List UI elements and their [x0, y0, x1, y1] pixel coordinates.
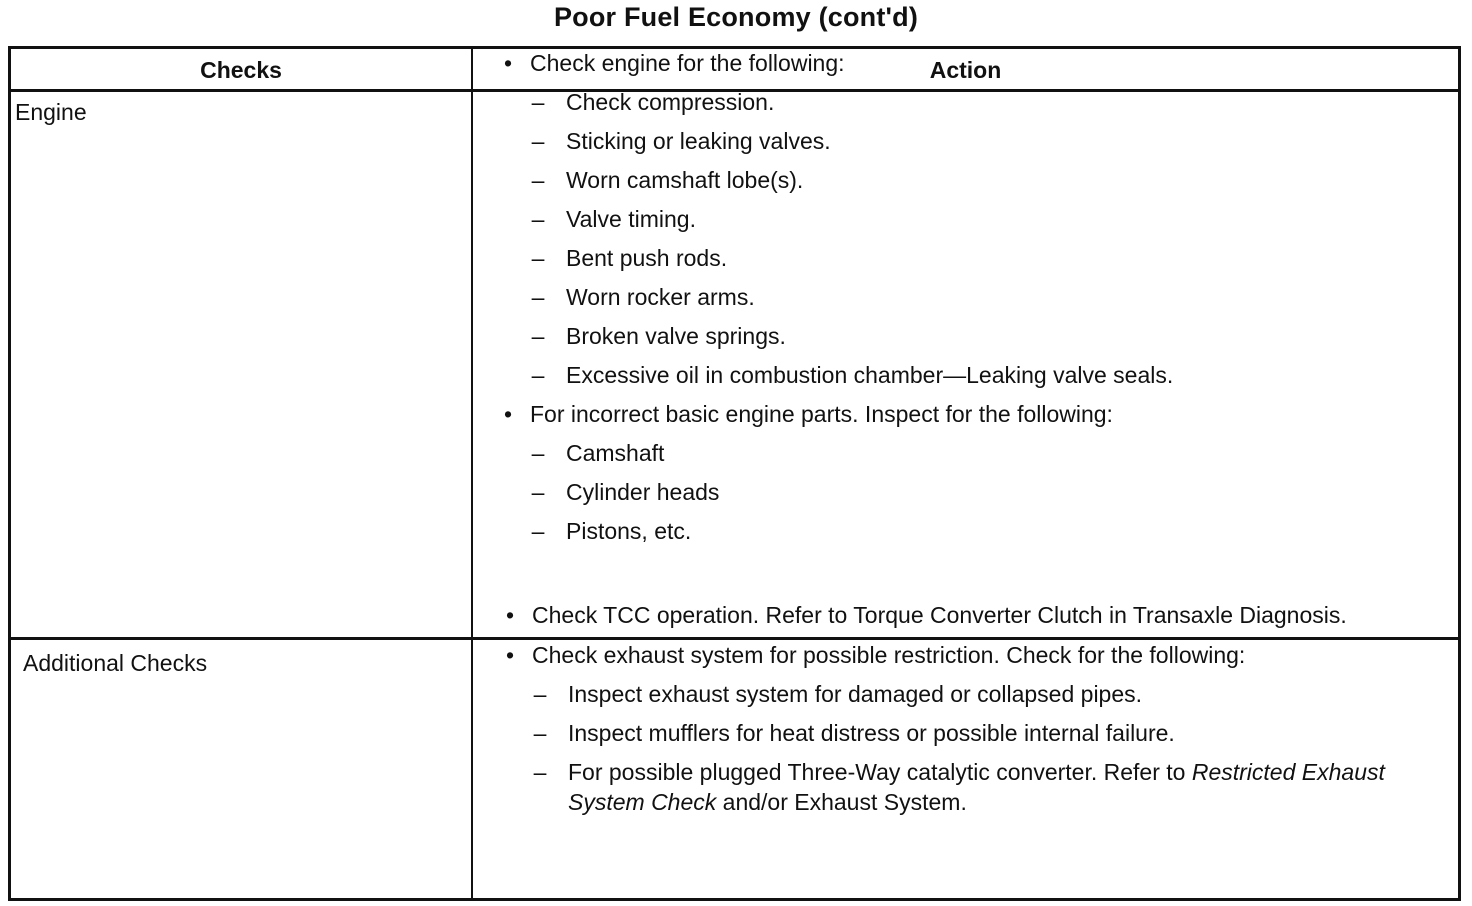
action-item-text: Check exhaust system for possible restriction. Check for the following:	[532, 642, 1246, 668]
action-subitem-text: Worn camshaft lobe(s).	[566, 167, 804, 193]
dash-icon: –	[531, 206, 545, 232]
page-title: Poor Fuel Economy (cont'd)	[553, 2, 919, 32]
action-subitem	[496, 83, 1426, 122]
action-subitem	[498, 753, 1428, 823]
dash-icon: –	[531, 440, 545, 466]
column-header-action: Action	[929, 57, 1002, 83]
action-item	[496, 44, 1426, 83]
action-subitem-text: Inspect mufflers for heat distress or possible internal failure.	[568, 720, 1175, 746]
dash-icon: –	[531, 89, 545, 115]
action-subitem	[496, 122, 1426, 161]
action-item	[496, 395, 1426, 434]
action-subitem-text: Sticking or leaking valves.	[566, 128, 831, 154]
action-subitem	[496, 239, 1426, 278]
action-item-text: For incorrect basic engine parts. Inspect for the following:	[530, 401, 1113, 427]
bullet-icon: •	[505, 642, 515, 668]
action-subitem	[496, 473, 1426, 512]
action-subitem-text: Bent push rods.	[566, 245, 728, 271]
dash-icon: –	[531, 362, 545, 388]
action-subitem-text: Worn rocker arms.	[566, 284, 755, 310]
action-subitem	[496, 278, 1426, 317]
action-subitem	[496, 434, 1426, 473]
dash-icon: –	[533, 720, 547, 746]
action-subitem	[496, 200, 1426, 239]
action-subitem-text: Excessive oil in combustion chamber—Leaking valve seals.	[566, 362, 1174, 388]
dash-icon: –	[531, 284, 545, 310]
subitem-text-reference: Restricted Exhaust System Check	[568, 759, 1385, 815]
action-subitem	[498, 714, 1428, 753]
action-subitem	[496, 356, 1426, 395]
dash-icon: –	[531, 245, 545, 271]
subitem-text-pre: For possible plugged Three-Way catalytic converter. Refer to	[568, 759, 1192, 785]
action-subitem	[496, 512, 1426, 551]
action-cell-engine	[496, 44, 1426, 551]
action-subitem-text: Pistons, etc.	[566, 518, 692, 544]
dash-icon: –	[533, 759, 547, 785]
action-subitem	[498, 675, 1428, 714]
bullet-icon: •	[505, 602, 515, 628]
check-label-engine: Engine	[15, 99, 87, 125]
dash-icon: –	[531, 128, 545, 154]
column-header-checks: Checks	[200, 57, 282, 83]
action-subitem-text: Check compression.	[566, 89, 775, 115]
action-subitem-text	[568, 759, 1385, 815]
action-item-text: Check engine for the following:	[530, 50, 845, 76]
dash-icon: –	[531, 518, 545, 544]
action-item-text: Check TCC operation. Refer to Torque Converter Clutch in Transaxle Diagnosis.	[532, 602, 1347, 628]
action-subitem-text: Inspect exhaust system for damaged or collapsed pipes.	[568, 681, 1143, 707]
bullet-icon: •	[503, 50, 513, 76]
subitem-text-post: and/or Exhaust System.	[716, 789, 967, 815]
bullet-icon: •	[503, 401, 513, 427]
action-subitem-text: Camshaft	[566, 440, 665, 466]
check-label-additional-checks: Additional Checks	[23, 650, 208, 676]
action-cell-additional-checks	[498, 596, 1428, 823]
dash-icon: –	[531, 167, 545, 193]
column-divider	[471, 49, 473, 898]
action-item	[498, 636, 1428, 675]
action-subitem	[496, 161, 1426, 200]
action-subitem-text: Cylinder heads	[566, 479, 720, 505]
dash-icon: –	[533, 681, 547, 707]
dash-icon: –	[531, 323, 545, 349]
action-item	[498, 596, 1428, 636]
action-subitem-text: Broken valve springs.	[566, 323, 786, 349]
action-subitem-text: Valve timing.	[566, 206, 696, 232]
action-subitem	[496, 317, 1426, 356]
dash-icon: –	[531, 479, 545, 505]
